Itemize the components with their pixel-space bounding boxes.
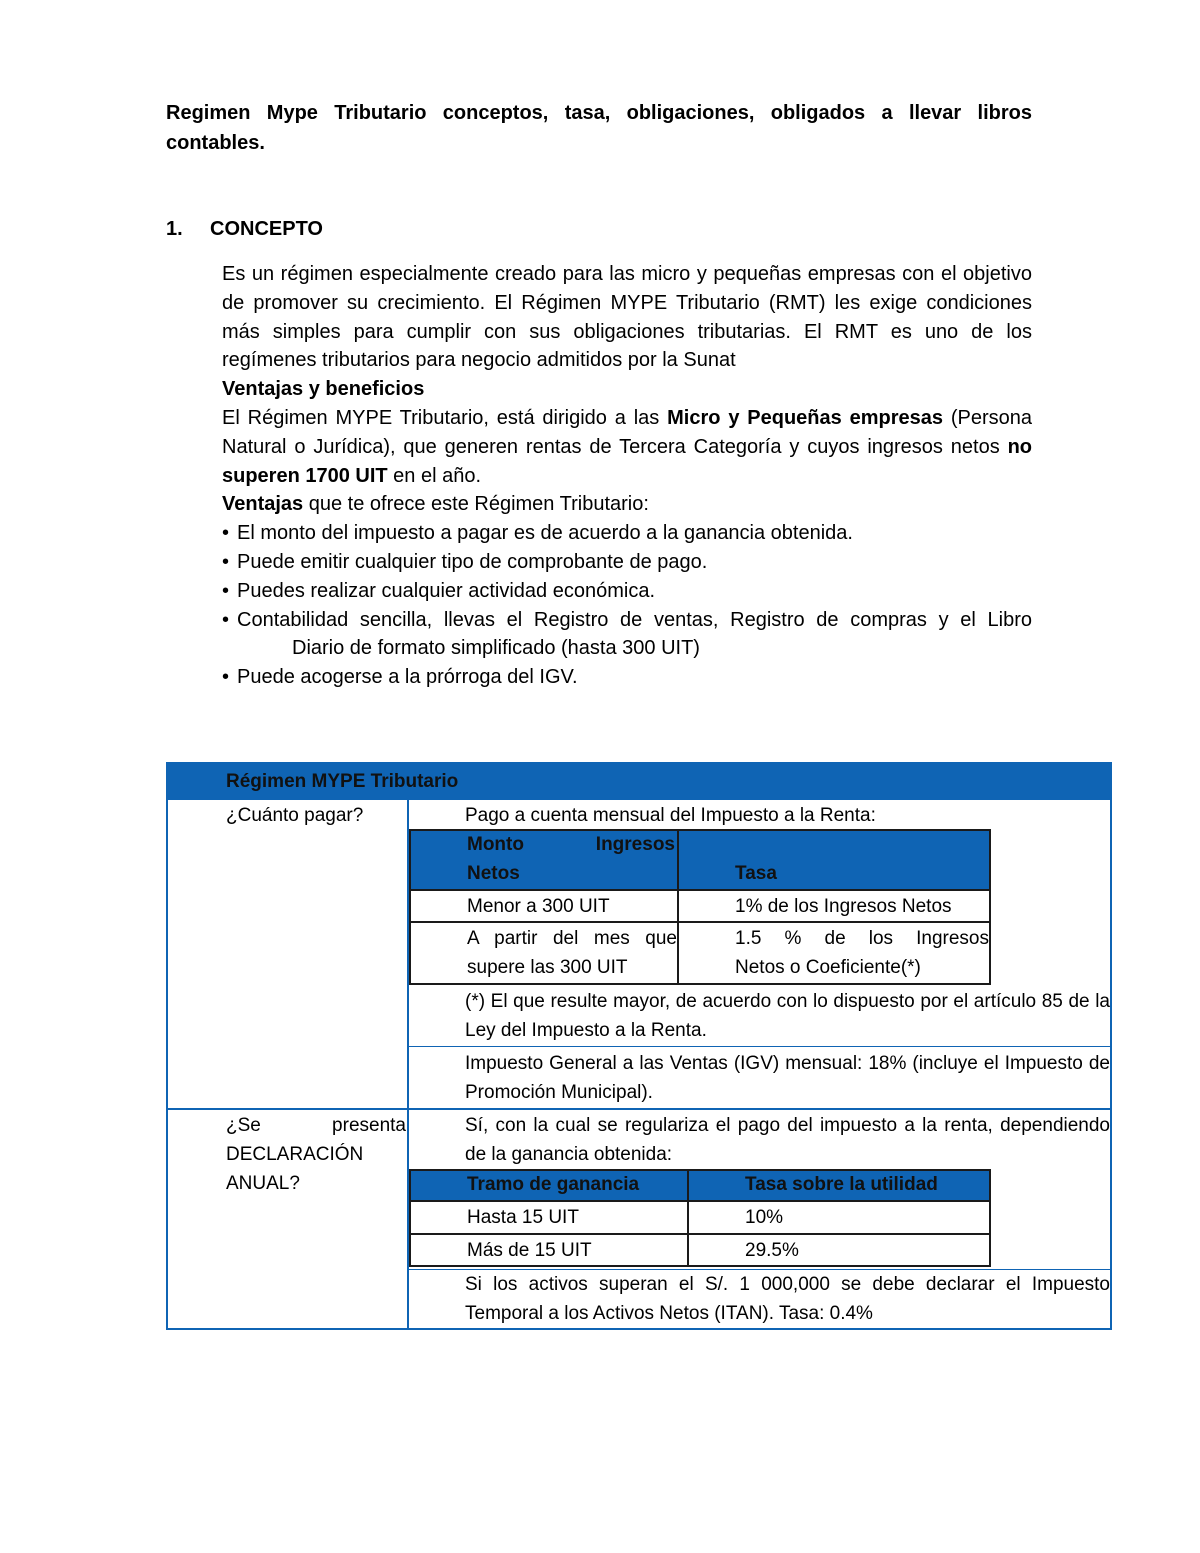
list-item-text: • Contabilidad sencilla, llevas el Registro de ventas, Registro de compras y el Libro	[237, 608, 1032, 631]
tasa-cell: 29.5%	[688, 1234, 990, 1267]
label-line: ANUAL?	[226, 1172, 300, 1194]
table-row	[410, 1234, 990, 1267]
rmt-table	[166, 762, 1112, 1330]
tramo-cell: Más de 15 UIT	[410, 1234, 688, 1267]
list-item	[222, 606, 1032, 664]
section-heading	[166, 214, 323, 244]
document-title: Regimen Mype Tributario conceptos, tasa, obligaciones, obligados a llevar libros contables.	[166, 102, 1032, 154]
table-row	[410, 890, 990, 923]
bold-run: no superen 1700 UIT	[222, 435, 1032, 487]
table-row	[410, 922, 990, 984]
cell-line: Netos o Coeficiente(*)	[735, 957, 921, 979]
intro-paragraph: Es un régimen especialmente creado para las micro y pequeñas empresas con el objetivo de promover su crecimiento. El Régimen MYPE Tributario (RMT) les exige condiciones más simples para cumplir con sus obligaciones tributarias. El RMT es uno de los regímenes tributarios para negocio admitidos por la Sunat	[222, 263, 1032, 372]
rmt-table-title: Régimen MYPE Tributario	[226, 771, 459, 792]
list-item: • Puedes realizar cualquier actividad económica.	[222, 577, 1032, 606]
column-header-tasa-utilidad: Tasa sobre la utilidad	[688, 1170, 990, 1201]
monto-header-line	[467, 831, 677, 860]
igv-text: Impuesto General a las Ventas (IGV) mensual: 18% (incluye el Impuesto de Promoción Municipal).	[465, 1053, 1110, 1103]
label-line: ¿Se presenta	[226, 1115, 406, 1136]
text-run: (Persona Natural o Jurídica), que generen rentas de Tercera Categoría y cuyos ingresos netos	[222, 406, 1033, 458]
section-label: CONCEPTO	[210, 218, 323, 240]
text-run: en el año.	[387, 464, 482, 487]
concept-body	[222, 260, 1032, 692]
list-item: • Puede emitir cualquier tipo de comprobante de pago.	[222, 548, 1032, 577]
label-line: DECLARACIÓN	[226, 1143, 364, 1165]
row-label-cuanto-pagar: ¿Cuánto pagar?	[226, 805, 364, 826]
list-item-continuation: Diario de formato simplificado (hasta 300 UIT)	[292, 637, 700, 660]
tasa-cell: 10%	[688, 1201, 990, 1234]
list-item: • Puede acogerse a la prórroga del IGV.	[222, 663, 1032, 692]
tasa-cell: 1% de los Ingresos Netos	[678, 890, 990, 923]
tramo-table	[409, 1169, 991, 1267]
target-paragraph	[222, 404, 1032, 490]
declaracion-intro: Sí, con la cual se regulariza el pago del impuesto a la renta, dependiendo de la ganancia obtenida:	[465, 1115, 1110, 1165]
header-word: Monto	[467, 834, 524, 855]
cell-divider	[409, 1269, 1110, 1270]
table-row	[410, 1201, 990, 1234]
cell-line: 1.5 % de los Ingresos	[735, 928, 989, 950]
ventajas-heading: Ventajas y beneficios	[222, 378, 425, 401]
tasa-cell	[678, 922, 990, 984]
text-run: El Régimen MYPE Tributario, está dirigido a las	[222, 406, 668, 429]
rmt-table-header	[168, 764, 1110, 800]
monto-cell: Menor a 300 UIT	[410, 890, 678, 923]
footnote-text: (*) El que resulte mayor, de acuerdo con lo dispuesto por el artículo 85 de la Ley del Impuesto a la Renta.	[465, 991, 1110, 1041]
bold-run: Ventajas	[222, 493, 304, 516]
cell-line: A partir del mes que	[467, 928, 677, 950]
header-word: Ingresos	[595, 834, 675, 855]
bold-run: Micro y Pequeñas empresas	[667, 406, 944, 429]
table-header-row	[410, 1170, 990, 1201]
table-header-row	[410, 830, 990, 890]
cell-line: supere las 300 UIT	[467, 957, 628, 979]
pago-cuenta-table	[409, 829, 991, 985]
list-item: • El monto del impuesto a pagar es de acuerdo a la ganancia obtenida.	[222, 519, 1032, 548]
row-divider	[168, 1108, 1110, 1110]
section-number: 1.	[166, 218, 183, 240]
pago-cuenta-intro: Pago a cuenta mensual del Impuesto a la Renta:	[465, 805, 876, 826]
monto-cell	[410, 922, 678, 984]
column-header-tasa: Tasa	[678, 830, 990, 890]
text-run: que te ofrece este Régimen Tributario:	[303, 493, 649, 516]
itan-text: Si los activos superan el S/. 1 000,000 se debe declarar el Impuesto Temporal a los Activos Netos (ITAN). Tasa: 0.4%	[465, 1274, 1110, 1324]
column-header-tramo: Tramo de ganancia	[410, 1170, 688, 1201]
column-header-monto	[410, 830, 678, 890]
cell-divider	[409, 1046, 1110, 1047]
ventajas-list	[222, 519, 1032, 692]
ventajas-intro	[222, 490, 1032, 519]
row-label-declaracion-anual	[226, 1112, 406, 1198]
header-word: Netos	[467, 862, 520, 884]
tramo-cell: Hasta 15 UIT	[410, 1201, 688, 1234]
